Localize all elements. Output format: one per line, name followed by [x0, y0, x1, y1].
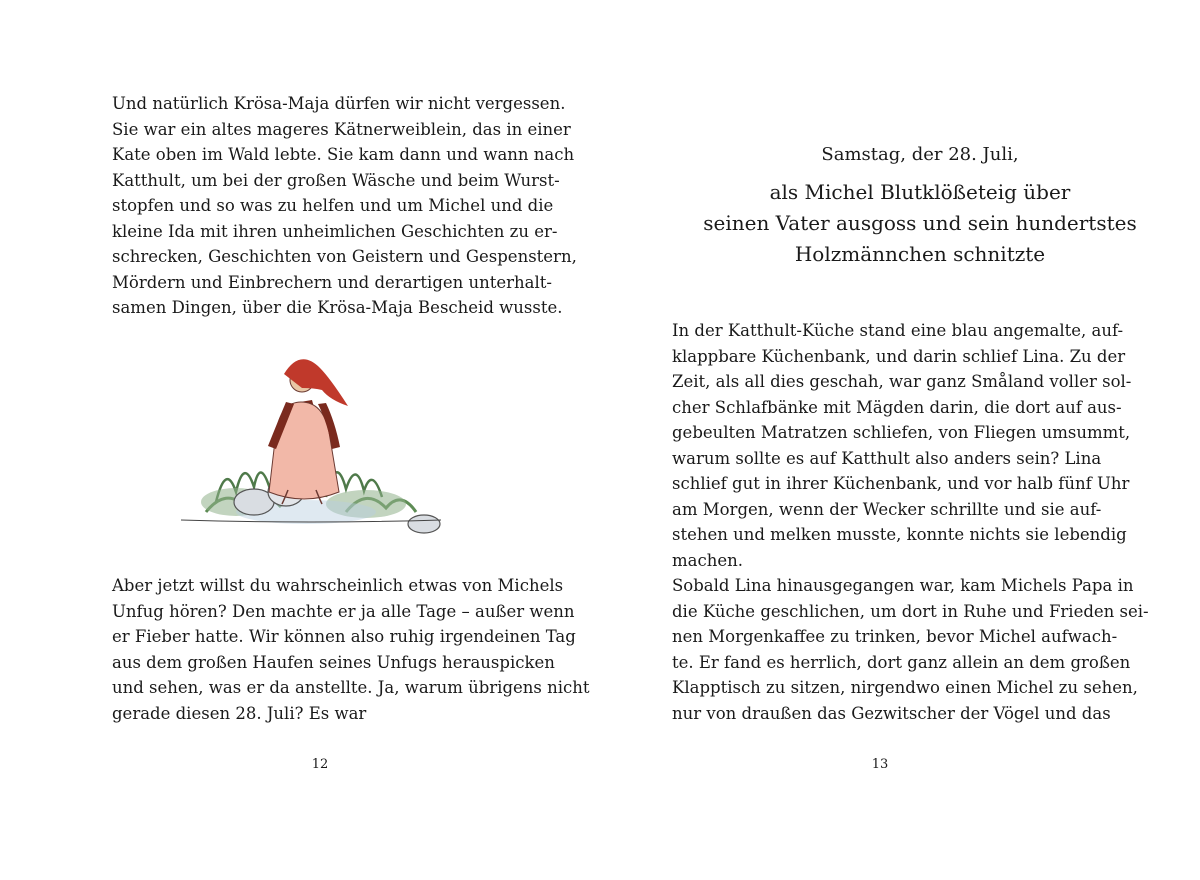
chapter-title [660, 177, 1180, 270]
left-paragraph-2 [112, 573, 590, 726]
text-line: Unfug hören? Den machte er ja alle Tage – außer wenn [112, 601, 575, 621]
text-line: In der Katthult-Küche stand eine blau angemalte, auf- [672, 321, 1124, 340]
chapter-title-line: Holzmännchen schnitzte [794, 242, 1046, 266]
text-line: kleine Ida mit ihren unheimlichen Geschichten zu er- [112, 221, 558, 241]
text-line: Klapptisch zu sitzen, nirgendwo einen Michel zu sehen, [672, 678, 1138, 697]
text-line: nur von draußen das Gezwitscher der Vögel und das [672, 703, 1111, 723]
text-line: samen Dingen, über die Krösa-Maja Bescheid wusste. [112, 298, 563, 317]
text-line: cher Schlafbänke mit Mägden darin, die dort auf aus- [672, 397, 1122, 417]
chapter-title-line: seinen Vater ausgoss und sein hundertstes [703, 211, 1137, 235]
chapter-date: Samstag, der 28. Juli, [821, 144, 1019, 165]
page-number-left: 12 [311, 757, 329, 772]
left-paragraph-1 [112, 91, 577, 321]
text-line: warum sollte es auf Katthult also anders sein? Lina [672, 448, 1102, 468]
text-line: schrecken, Geschichten von Geistern und Gespenstern, [112, 247, 577, 266]
text-line: machen. [672, 550, 743, 570]
text-line: die Küche geschlichen, um dort in Ruhe und Frieden sei- [672, 601, 1149, 621]
text-line: gebeulten Matratzen schliefen, von Fliegen umsummt, [672, 423, 1131, 442]
text-line: aus dem großen Haufen seines Unfugs herauspicken [112, 652, 555, 672]
text-line: stehen und melken musste, konnte nichts sie lebendig [672, 525, 1127, 544]
text-line: schlief gut in ihrer Küchenbank, und vor halb fünf Uhr [672, 474, 1130, 493]
chapter-title-line: als Michel Blutklößeteig über [769, 180, 1071, 204]
right-paragraph-1 [672, 318, 1149, 726]
text-line: Und natürlich Krösa-Maja dürfen wir nicht vergessen. [112, 94, 566, 113]
text-line: Aber jetzt willst du wahrscheinlich etwas von Michels [112, 576, 564, 595]
text-line: nen Morgenkaffee zu trinken, bevor Michel aufwach- [672, 627, 1118, 646]
text-line: Zeit, als all dies geschah, war ganz Småland voller sol- [672, 372, 1132, 391]
old-woman-figure [268, 359, 348, 504]
text-line: stopfen und so was zu helfen und um Michel und die [112, 196, 554, 215]
text-line: Sie war ein altes mageres Kätnerweiblein, das in einer [112, 119, 571, 139]
right-page [600, 0, 1200, 880]
kroesa-maja-illustration [176, 352, 446, 542]
text-line: am Morgen, wenn der Wecker schrillte und sie auf- [672, 499, 1102, 519]
text-line: Mördern und Einbrechern und derartigen unterhalt- [112, 272, 553, 292]
text-line: Katthult, um bei der großen Wäsche und beim Wurst- [112, 170, 560, 190]
page-number-right: 13 [871, 757, 889, 772]
text-line: gerade diesen 28. Juli? Es war [112, 703, 367, 723]
text-line: er Fieber hatte. Wir können also ruhig irgendeinen Tag [112, 627, 576, 646]
text-line: Sobald Lina hinausgegangen war, kam Michels Papa in [672, 576, 1134, 595]
text-line: klappbare Küchenbank, und darin schlief Lina. Zu der [672, 346, 1126, 366]
text-line: Kate oben im Wald lebte. Sie kam dann und wann nach [112, 145, 575, 164]
text-line: te. Er fand es herrlich, dort ganz allein an dem großen [672, 652, 1131, 672]
text-line: und sehen, was er da anstellte. Ja, warum übrigens nicht [112, 678, 590, 697]
